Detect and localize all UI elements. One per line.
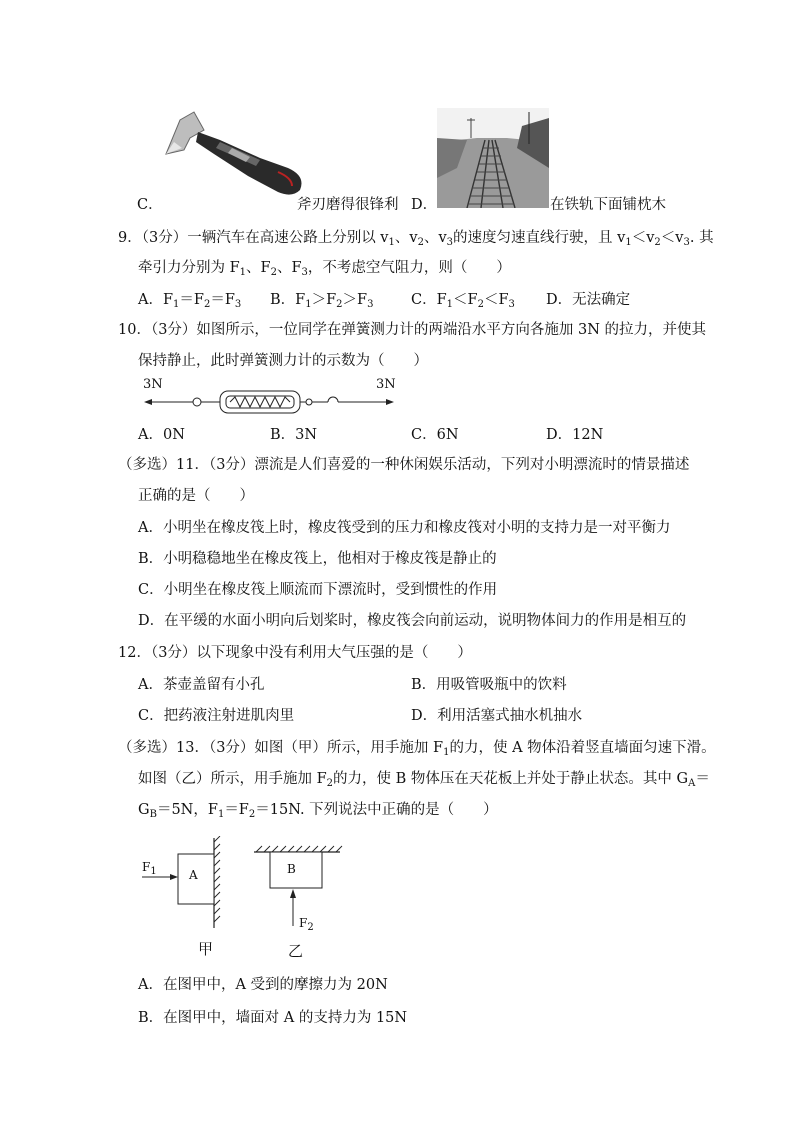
q8-c-label: C． [137,197,163,213]
q11-stem-line1: （多选）11．（3分）漂流是人们喜爱的一种休闲娱乐活动，下列对小明漂流时的情景描述 [118,457,690,473]
q11-option-c[interactable]: C．小明坐在橡皮筏上顺流而下漂流时，受到惯性的作用 [138,582,498,598]
force-right-label: 3N [376,377,396,392]
q10-option-a[interactable]: A．0N [138,427,185,443]
q11-option-b[interactable]: B．小明稳稳地坐在橡皮筏上，他相对于橡皮筏是静止的 [138,551,497,567]
q9-stem-line2: 牵引力分别为 $F_1$、$F_2$、$F_3$，不考虑空气阻力，则（ ） [138,260,511,278]
spring-scale-diagram [140,378,400,418]
railway-image [437,108,549,208]
q13-stem-line3: $G_B=5N$，$F_1=F_2=15N$. 下列说法中正确的是（ ） [138,802,498,820]
f1-arrow-icon [170,874,178,880]
q9-stem-line1: 9．（3分）一辆汽车在高速公路上分别以 $v_1$、$v_2$、$v_3$的速度匀速直线行驶，且 $v_1<v_2<v_3$. 其 [118,230,714,248]
q10-stem-line1: 10．（3分）如图所示，一位同学在弹簧测力计的两端沿水平方向各施加 3N 的拉力，并使其 [118,322,707,338]
q12-option-c[interactable]: C．把药液注射进肌肉里 [138,708,295,724]
fig-block-a-label: A [189,868,198,882]
q12-option-a[interactable]: A．茶壶盖留有小孔 [138,677,265,693]
q12-option-d[interactable]: D．利用活塞式抽水机抽水 [411,708,583,724]
q10-stem-line2: 保持静止，此时弹簧测力计的示数为（ ） [138,353,428,369]
q12-option-b[interactable]: B．用吸管吸瓶中的饮料 [411,677,567,693]
q11-option-d[interactable]: D．在平缓的水面小明向后划桨时，橡皮筏会向前运动，说明物体间力的作用是相互的 [138,613,687,629]
caption-yi: 乙 [288,942,304,960]
figure-jia-diagram [140,836,230,936]
q13-stem-line1: （多选）13．（3分）如图（甲）所示，用手施加 $F_1$的力，使 A 物体沿着竖直墙面匀速下滑。 [118,740,716,758]
q10-option-c[interactable]: C．6N [411,427,459,443]
fig-block-b-label: B [287,862,296,876]
q8-d-text: 在铁轨下面铺枕木 [550,197,666,213]
q10-option-d[interactable]: D．12N [546,427,604,443]
q8-c-text: 斧刃磨得很锋利 [297,197,399,213]
q11-option-a[interactable]: A．小明坐在橡皮筏上时，橡皮筏受到的压力和橡皮筏对小明的支持力是一对平衡力 [138,520,671,536]
q9-option-d[interactable]: D．无法确定 [546,292,631,308]
q13-option-b[interactable]: B．在图甲中，墙面对 A 的支持力为 15N [138,1010,408,1026]
q9-option-b[interactable]: B．$F_1>F_2>F_3$ [270,292,374,310]
q13-stem-line2: 如图（乙）所示，用手施加 $F_2$的力，使 B 物体压在天花板上并处于静止状态。其中 $G_A=$ [138,771,710,789]
q11-stem-line2: 正确的是（ ） [138,488,254,504]
left-arrow-icon [144,399,152,405]
force-left-label: 3N [143,377,163,392]
figure-yi-diagram [252,842,344,932]
axe-image [160,102,310,200]
q10-option-b[interactable]: B．3N [270,427,318,443]
caption-jia: 甲 [198,940,214,958]
fig-f1-label: $F_1$ [142,860,157,877]
fig-f2-label: $F_2$ [299,916,314,933]
f2-arrow-icon [290,889,296,898]
q8-d-label: D． [411,197,438,213]
q12-stem: 12．（3分）以下现象中没有利用大气压强的是（ ） [118,645,472,661]
q13-option-a[interactable]: A．在图甲中，A 受到的摩擦力为 20N [138,977,388,993]
q9-option-c[interactable]: C．$F_1<F_2<F_3$ [411,292,515,310]
right-arrow-icon [386,399,394,405]
q9-option-a[interactable]: A．$F_1=F_2=F_3$ [138,292,242,310]
